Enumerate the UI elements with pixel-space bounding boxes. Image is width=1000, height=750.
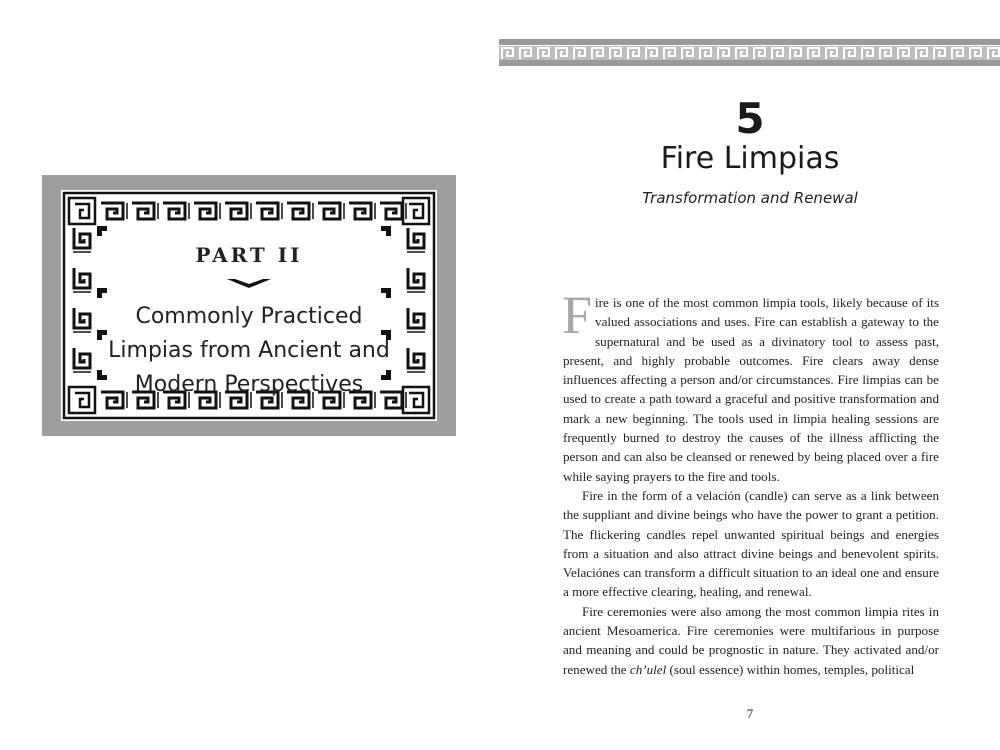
chevron-down-ornament-icon (227, 277, 271, 289)
chapter-number: 5 (735, 94, 765, 143)
drop-cap: F (562, 285, 593, 345)
paragraph-2: Fire in the form of a velación (candle) can serve as a link between the suppliant and divine beings who have the power to grant a petition. The flickering candles repel unwanted spiritual beings and energies from a situation and also attract divine beings and benevolent spirits. Velaciónes can transform a difficult situation to an ideal one and ensure a more effective clearing, healing, and renewal. (563, 487, 939, 600)
chapter-subtitle: Transformation and Renewal (642, 189, 858, 207)
paragraph-3-italic-term: ch’ulel (629, 661, 667, 677)
chapter-title: Fire Limpias (660, 141, 840, 176)
part-title: Commonly Practiced Limpias from Ancient and Modern Perspectives (108, 304, 390, 397)
paragraph-1-text: ire is one of the most common limpia tools, likely because of its valued associations and uses. Fire can establish a gateway to the supernatural and be used as a divinatory tool to assess past, present, and highly probable outcomes. Fire clears away dense influences affecting a person and/or circumstances. Fire limpias can be used to create a path toward a graceful and positive transformation and mark a new beginning. The tools used in limpia healing sessions are frequently burned to destroy the causes of the illness afflicting the person and can also be cleansed or renewed by being placed over a fire while saying prayers to the fire and tools. (563, 295, 939, 484)
paragraph-3 (563, 602, 939, 679)
paragraph-3-text-a: Fire ceremonies were also among the most common limpia rites in ancient Mesoamerica. Fire ceremonies were multifarious in purpose and meaning and could be prognostic in nature. They activated and/or renewed the (563, 603, 939, 677)
chapter-body-text (562, 285, 939, 679)
meander-header-band (499, 39, 1000, 66)
page-number: 7 (746, 706, 754, 721)
part-label: PART II (195, 243, 303, 267)
part-opener-card (42, 175, 456, 436)
paragraph-1 (562, 285, 939, 486)
paragraph-3-text-b: (soul essence) within homes, temples, political (666, 661, 915, 677)
decorative-frame (61, 190, 437, 421)
